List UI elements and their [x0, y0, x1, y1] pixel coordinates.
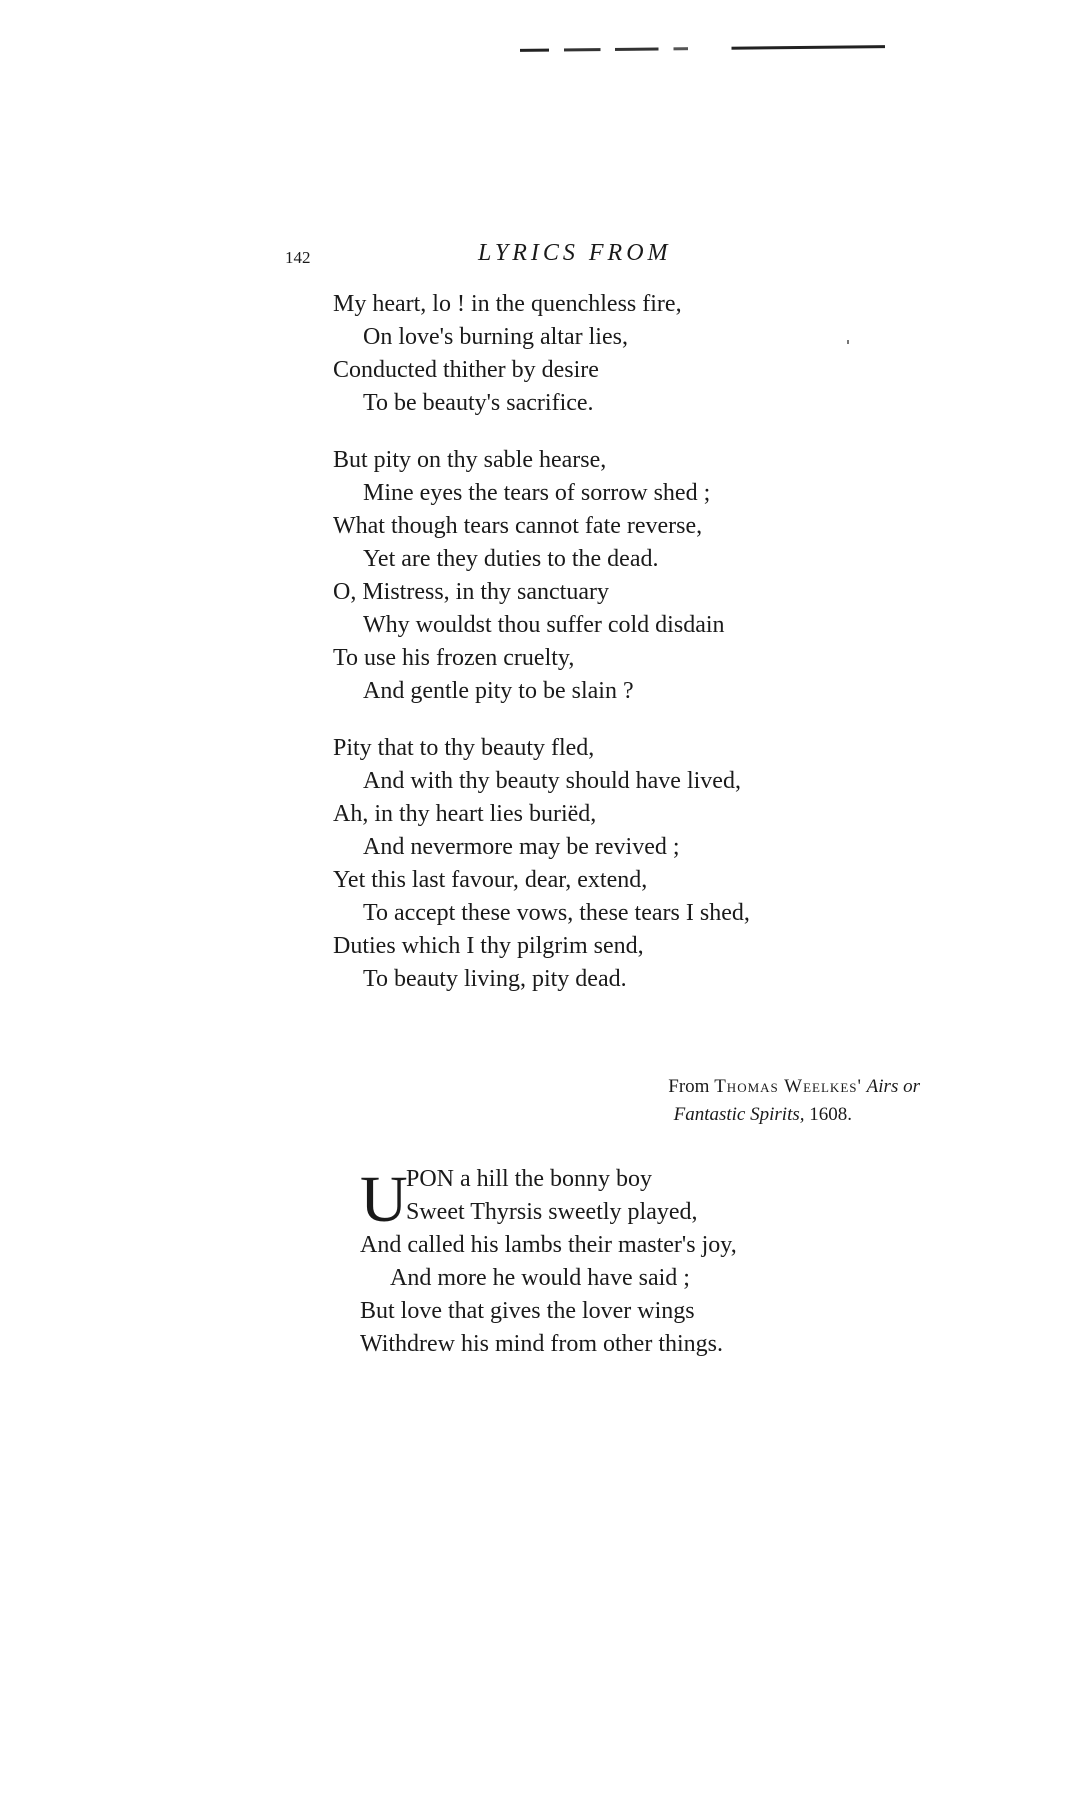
stanza-2	[333, 444, 750, 708]
running-head: LYRICS FROM	[478, 240, 672, 266]
poem-line: Ah, in thy heart lies buriëd,	[333, 801, 597, 827]
source-attribution	[560, 1073, 920, 1129]
poem-line: What though tears cannot fate reverse,	[333, 513, 703, 539]
poem-line: To accept these vows, these tears I shed,	[363, 900, 750, 926]
poem-line: Duties which I thy pilgrim send,	[333, 933, 644, 959]
poem-line: And nevermore may be revived ;	[363, 834, 680, 860]
drop-cap: U	[360, 1163, 408, 1236]
poem-line: To use his frozen cruelty,	[333, 645, 575, 671]
poem-line: My heart, lo ! in the quenchless fire,	[333, 291, 682, 317]
poem-line: Withdrew his mind from other things.	[360, 1331, 723, 1357]
poem-line: And more he would have said ;	[390, 1265, 690, 1291]
top-rule-mark	[520, 45, 885, 52]
poem-line: Yet this last favour, dear, extend,	[333, 867, 648, 893]
attribution-author: Thomas Weelkes'	[714, 1076, 862, 1097]
poem-line: On love's burning altar lies,	[363, 324, 628, 350]
poem-line: To beauty living, pity dead.	[363, 966, 627, 992]
drop-cap-lines	[360, 1163, 737, 1236]
poem-line: Conducted thither by desire	[333, 357, 599, 383]
attribution-line-2	[560, 1101, 920, 1129]
poem-line: Yet are they duties to the dead.	[363, 546, 659, 572]
poem-line: And with thy beauty should have lived,	[363, 768, 741, 794]
attribution-title-part1: Airs or	[866, 1076, 920, 1097]
poem-line: And gentle pity to be slain ?	[363, 678, 634, 704]
attribution-title-part2: Fantastic Spirits,	[673, 1104, 805, 1125]
poem-line: Why wouldst thou suffer cold disdain	[363, 612, 725, 638]
poem-line: But pity on thy sable hearse,	[333, 447, 607, 473]
stray-mark	[847, 340, 849, 344]
stanza-1	[333, 288, 750, 420]
attribution-from: From	[668, 1076, 710, 1097]
poem-line: Sweet Thyrsis sweetly played,	[406, 1199, 698, 1225]
attribution-line-1	[560, 1073, 920, 1101]
attribution-year: 1608.	[809, 1104, 852, 1125]
poem-line: To be beauty's sacrifice.	[363, 390, 594, 416]
poem-one	[333, 288, 750, 1020]
poem-line: But love that gives the lover wings	[360, 1298, 695, 1324]
poem-line: And called his lambs their master's joy,	[360, 1232, 737, 1258]
poem-two	[360, 1163, 737, 1361]
poem-line: O, Mistress, in thy sanctuary	[333, 579, 609, 605]
poem-line: PON a hill the bonny boy	[406, 1166, 652, 1192]
poem-line: Mine eyes the tears of sorrow shed ;	[363, 480, 711, 506]
stanza-3	[333, 732, 750, 996]
page-number: 142	[285, 248, 311, 267]
poem-line: Pity that to thy beauty fled,	[333, 735, 595, 761]
